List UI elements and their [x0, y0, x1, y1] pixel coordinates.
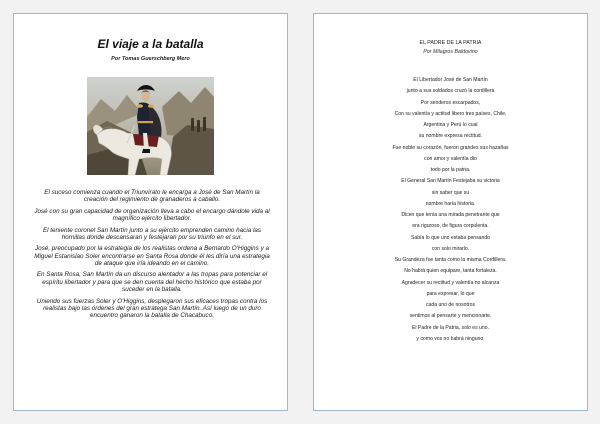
- poem-line: y como vos no habrá ninguno.: [416, 335, 485, 342]
- left-page: [13, 13, 288, 411]
- poem-line: No habrá quien equipare, tanta fortaleza.: [404, 268, 497, 275]
- story-paragraph: Uniendo sus fuerzas Soler y O'Higgins, desplegaron sus eficaces tropas contra los realistas bajo las órdenes del gran estratega San Martín. Así luego de un duro encuentro ganaron la batalla de Chacabuco.: [36, 297, 268, 320]
- poem-line: El General San Martín Festejaba su victoria: [401, 178, 500, 185]
- poem-line: sentimos al pensarte y mencionarte.: [409, 313, 492, 320]
- story-paragraph: José con su gran capacidad de organización lleva a cabo el encargo dándole vida al magnífico ejército libertador.: [34, 207, 270, 223]
- poem-line: junto a sus soldados cruzó la cordillera: [406, 88, 495, 95]
- poem-line: con solo mirarlo.: [431, 245, 470, 252]
- poem-line: Con su valentía y actitud libero tres países, Chile,: [394, 110, 507, 117]
- poem-line: para expresar, lo que: [426, 290, 475, 297]
- san-martin-illustration: [87, 77, 214, 175]
- story-title: El viaje a la batalla: [97, 37, 204, 51]
- poem-line: Sabía lo que uno estaba pensando: [410, 234, 491, 241]
- poem-line: sin saber que su: [431, 189, 470, 196]
- poem-line: todo por la patria.: [430, 167, 471, 173]
- story-paragraph: José, preocupado por la estrategia de los realistas ordena a Bernardo O'Higgins y a Miguel Estanislao Soler encontrarse en Santa Rosa donde él les diría una estrategia de ataque que iría ideando en el camino.: [34, 245, 270, 267]
- poem-line: con amor y valentía dio: [424, 155, 477, 162]
- poem-line: era riguroso, de figura corpulenta.: [412, 223, 489, 230]
- poem-line: Fue noble su corazón, fueron grandes sus hazañas: [392, 144, 509, 151]
- poem-body: [314, 75, 587, 345]
- poem-line: Dicen que tenía una mirada penetrante que: [401, 212, 500, 218]
- poem-title: EL PADRE DE LA PATRIA: [419, 40, 482, 46]
- poem-line: nombre haría historia.: [425, 200, 476, 207]
- poem-line: cada uno de nosotros: [426, 302, 475, 308]
- poem-author: Por Milagros Baldovino: [423, 49, 478, 55]
- story-author: Por Tomas Guerschberg Mero: [111, 56, 190, 62]
- poem-line: Su Grandeza fue tanta como la misma Cordillera.: [394, 257, 507, 263]
- poem-line: su nombre expresa rectitud.: [418, 133, 483, 140]
- story-paragraph: El suceso comienza cuando el Triunvirato le encarga a José de San Martín la creación del regimiento de granaderos a caballo.: [44, 189, 260, 204]
- poem-line: Por senderos escarpados,: [420, 99, 481, 106]
- story-paragraph: En Santa Rosa, San Martín da un discurso alentador a las tropas para potenciar el espíritu libertador y para que se den cuenta del hecho histórico que estaba por suceder en la batalla.: [36, 271, 268, 294]
- poem-line: Argentina y Perú lo cual: [423, 122, 478, 128]
- right-page: [313, 13, 588, 411]
- story-paragraph: El teniente coronel San Martín junto a su ejército emprenden camino hacia las hornillas donde descansaran y festejaran por su triunfo en el sur.: [42, 226, 262, 241]
- poem-line: Agradecer su rectitud y valentía no alcanza: [401, 279, 500, 286]
- poem-line: El Libertador José de San Martín: [413, 77, 488, 83]
- poem-line: El Padre de la Patria, solo es uno.: [411, 324, 490, 331]
- story-body: [32, 189, 272, 324]
